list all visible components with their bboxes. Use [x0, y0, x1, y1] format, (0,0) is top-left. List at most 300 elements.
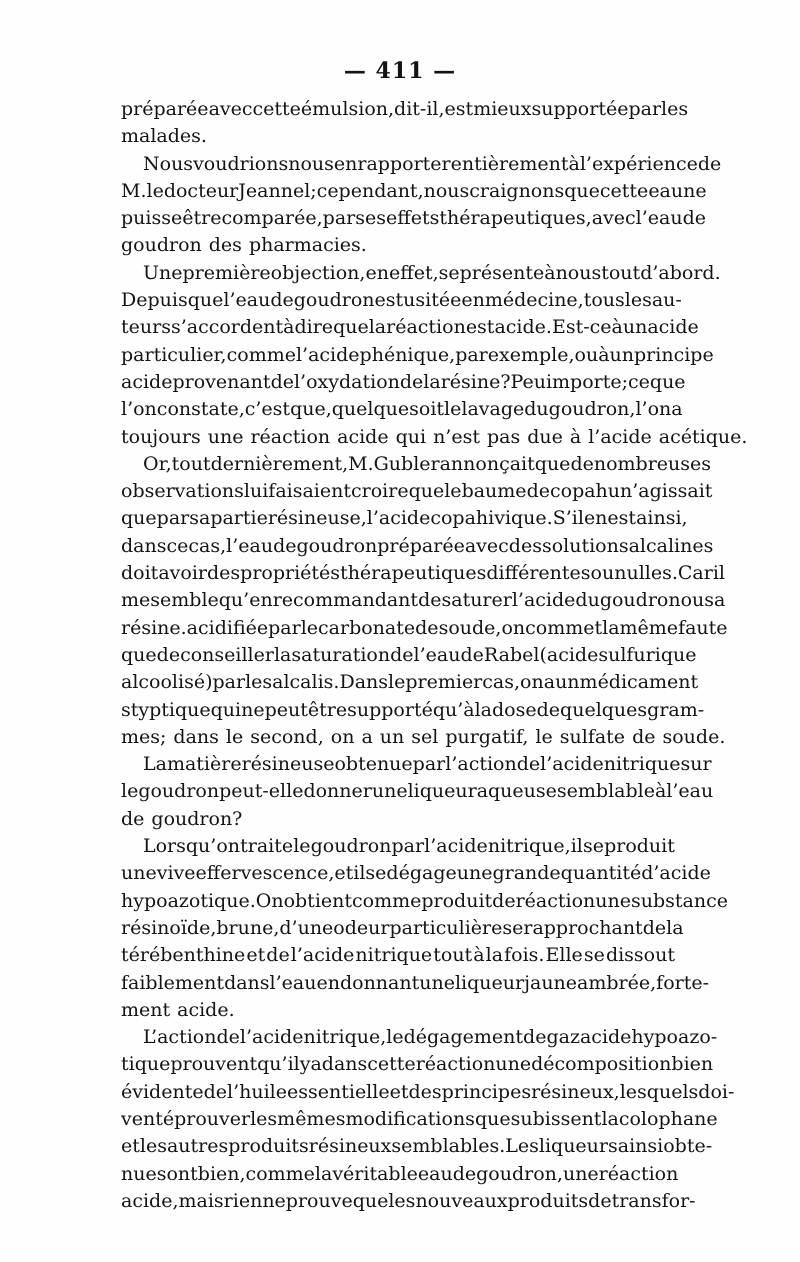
word: qu’il	[257, 1053, 300, 1076]
word: semblable	[556, 780, 655, 803]
word: la	[602, 616, 620, 639]
word: cette	[367, 1053, 416, 1076]
word: par	[322, 207, 356, 230]
word: il	[353, 862, 366, 885]
word: de	[121, 807, 145, 830]
word: par	[156, 507, 190, 530]
word: tout	[433, 944, 473, 967]
word: par	[628, 98, 662, 120]
word: produits	[228, 1135, 309, 1158]
word: nulles.	[614, 562, 678, 585]
word: saturation	[291, 643, 391, 666]
word: sulfate	[559, 725, 626, 748]
word: S’il	[552, 507, 584, 530]
word: d’acide	[641, 862, 711, 885]
word: la	[485, 944, 504, 967]
word: le	[225, 725, 244, 748]
word: quelques	[560, 698, 648, 721]
word: décomposition	[531, 1053, 672, 1076]
word: obtenue	[334, 753, 413, 776]
word: principes	[441, 1080, 532, 1103]
word: que	[187, 289, 224, 312]
word: ambrée,	[577, 971, 657, 994]
word: malades.	[121, 125, 207, 148]
word: térébenthine	[121, 944, 246, 967]
word: une	[495, 1053, 532, 1076]
word: le	[388, 671, 406, 694]
word: avec	[208, 98, 253, 120]
word: du	[524, 398, 549, 421]
word: premier	[405, 671, 483, 694]
word: mes;	[121, 725, 167, 748]
word: conseiller	[180, 643, 274, 666]
text-line	[121, 123, 675, 150]
word: copahu	[549, 480, 621, 503]
text-line	[121, 751, 712, 778]
word: on	[330, 725, 355, 748]
word: une	[371, 780, 408, 803]
word: l’acide	[424, 835, 488, 858]
word: de	[399, 370, 424, 393]
word: hypoazotique.	[121, 889, 256, 912]
word: goudron	[296, 534, 378, 557]
word: par	[391, 835, 425, 858]
word: bien	[671, 1053, 714, 1076]
word: de	[632, 725, 656, 748]
word: dose	[492, 698, 537, 721]
word: soit	[409, 398, 445, 421]
word: la	[368, 316, 387, 339]
word: d’abord.	[640, 261, 721, 284]
word: nues	[121, 1162, 167, 1185]
word: ou	[574, 343, 599, 366]
word: commet	[525, 616, 603, 639]
word: goudron?	[151, 807, 243, 830]
word: résineux	[308, 1135, 392, 1158]
word: le	[444, 398, 462, 421]
word: brune,	[216, 916, 280, 939]
word: les	[245, 671, 273, 694]
word: les	[388, 1189, 416, 1212]
word: résinoïde,	[121, 916, 217, 939]
word: rapprochant	[523, 916, 643, 939]
word: l’eau	[413, 643, 461, 666]
word: sur	[680, 753, 712, 776]
word: de	[415, 616, 439, 639]
word: réaction	[386, 316, 466, 339]
word: solutions	[541, 534, 629, 557]
word: l’on	[121, 398, 157, 421]
word: principe	[634, 343, 714, 366]
word: en	[365, 261, 389, 284]
word: aqueuse	[476, 780, 557, 803]
word: être	[182, 207, 222, 230]
word: styptique	[121, 698, 211, 721]
word: grande	[492, 862, 561, 885]
word: Car	[677, 562, 713, 585]
word: Dans	[339, 671, 389, 694]
word: évidente	[121, 1080, 204, 1103]
word: ou	[590, 562, 615, 585]
word: dans	[121, 534, 167, 557]
word: l’acide	[239, 1026, 304, 1049]
word: constate,	[156, 398, 245, 421]
word: eau	[417, 1162, 453, 1185]
word: goudron	[121, 234, 202, 257]
word: de	[460, 643, 484, 666]
word: M.	[121, 179, 147, 202]
word: des	[408, 1080, 442, 1103]
word: résine.acidifiée	[121, 616, 269, 639]
word: nitrique,	[303, 1026, 387, 1049]
word: que,	[290, 398, 332, 421]
word: Les	[505, 1135, 539, 1158]
word: se	[582, 835, 604, 858]
word: ses	[355, 207, 386, 230]
word: vive	[156, 862, 196, 885]
word: importe;	[545, 370, 629, 393]
word: qu’à	[432, 698, 475, 721]
word: y	[299, 1053, 311, 1076]
word: particulière	[389, 916, 503, 939]
word: à	[473, 944, 485, 967]
word: rapporter	[357, 152, 451, 175]
word: on	[520, 671, 544, 694]
word: Nous	[143, 152, 194, 175]
word: liqueur	[407, 780, 477, 803]
word: craignons	[469, 179, 565, 202]
word: comme	[352, 889, 422, 912]
word: l’acide	[295, 343, 360, 366]
word: que	[649, 370, 686, 393]
word: à	[569, 425, 582, 448]
text-line	[121, 396, 683, 423]
text-line	[121, 1079, 735, 1106]
word: un	[379, 725, 405, 748]
word: le	[444, 480, 462, 503]
word: des	[207, 562, 241, 585]
word: doi-	[698, 1080, 735, 1103]
word: a	[543, 671, 556, 694]
word: qui	[395, 425, 427, 448]
word: nous	[423, 179, 470, 202]
word: l’eau	[666, 780, 714, 803]
word: effets	[385, 207, 440, 230]
word: toujours	[121, 425, 201, 448]
word: bien,	[197, 1162, 246, 1185]
word: dissout	[605, 944, 675, 967]
word: s’accordent	[170, 316, 284, 339]
word: particulier,	[121, 343, 227, 366]
text-line	[121, 505, 688, 532]
word: croire	[351, 480, 409, 503]
word: de	[682, 207, 706, 230]
word: provenant	[172, 370, 271, 393]
word: dégage	[386, 862, 457, 885]
word: à	[654, 780, 667, 803]
word: donnant	[339, 971, 420, 994]
word: l’acide	[588, 425, 652, 448]
word: comme	[245, 1162, 315, 1185]
word: ne	[262, 1189, 286, 1212]
word: de	[203, 1080, 227, 1103]
text-line	[121, 1024, 718, 1051]
word: thérapeutiques	[340, 562, 487, 585]
word: en	[461, 289, 485, 312]
word: les	[139, 1135, 167, 1158]
word: dit-il,	[394, 98, 445, 120]
word: en	[583, 507, 608, 530]
word: ont	[166, 1162, 198, 1185]
word: de	[452, 1162, 477, 1185]
word: l’huile	[227, 1080, 287, 1103]
word: l’eau	[226, 534, 274, 557]
word: exemple,	[487, 343, 575, 366]
word: acide.	[177, 998, 235, 1021]
word: docteur	[163, 179, 239, 202]
word: est	[374, 289, 404, 312]
text-line	[121, 369, 686, 396]
word: l’acide	[290, 944, 355, 967]
word: Jeannel;	[238, 179, 317, 202]
word: observations	[121, 480, 244, 503]
text-line	[121, 560, 725, 587]
word: résineuse,	[267, 507, 367, 530]
word: réaction	[515, 889, 596, 912]
word: puisse	[121, 207, 183, 230]
word: que	[352, 1189, 389, 1212]
word: est	[465, 316, 495, 339]
word: autres	[166, 1135, 229, 1158]
word: teurs	[121, 316, 171, 339]
word: Une	[143, 261, 183, 284]
word: Gubler	[373, 452, 440, 475]
word: de	[270, 289, 294, 312]
word: obtient	[283, 889, 353, 912]
word: soude.	[662, 725, 726, 748]
word: de	[516, 753, 541, 776]
word: et	[246, 944, 266, 967]
word: dire	[294, 316, 334, 339]
word: au-	[651, 289, 682, 312]
word: réaction	[415, 1053, 496, 1076]
text-line	[121, 178, 707, 205]
text-line	[121, 888, 728, 915]
word: n’est	[433, 425, 480, 448]
word: ce	[166, 534, 189, 557]
word: par	[268, 616, 301, 639]
word: de	[273, 534, 297, 557]
word: hypoazo-	[631, 1026, 718, 1049]
word: le	[300, 616, 319, 639]
text-line	[121, 96, 689, 123]
word: une	[207, 425, 244, 448]
word: réaction	[598, 1162, 679, 1185]
word: acide	[647, 316, 699, 339]
word: cas,	[188, 534, 227, 557]
word: me	[121, 589, 151, 612]
word: n’agissait	[620, 480, 713, 503]
word: L’action	[143, 1026, 217, 1049]
word: faute	[678, 616, 728, 639]
word: la	[423, 370, 441, 393]
word: est	[444, 98, 474, 120]
word: de	[570, 452, 594, 475]
word: médecine,	[484, 289, 584, 312]
word: à	[598, 343, 610, 366]
text-line	[121, 1161, 679, 1188]
word: l’oxydation	[293, 370, 400, 393]
word: une	[419, 971, 455, 994]
text-line	[121, 260, 721, 287]
word: éprouver	[162, 1107, 251, 1130]
word: produit	[604, 835, 675, 858]
word: propriétés	[240, 562, 341, 585]
word: substance	[631, 889, 728, 912]
word: de	[588, 1189, 612, 1212]
word: des	[508, 534, 542, 557]
text-line	[121, 697, 705, 724]
word: la	[474, 698, 493, 721]
word: Peu	[510, 370, 546, 393]
word: se	[438, 261, 460, 284]
word: lavage	[461, 398, 525, 421]
word: par	[455, 343, 488, 366]
word: soude,	[438, 616, 502, 639]
word: ce	[628, 370, 650, 393]
text-line	[121, 724, 726, 751]
word: nombreuses	[593, 452, 712, 475]
word: l’acide	[511, 589, 576, 612]
word: acétique.	[658, 425, 748, 448]
word: nitrique	[603, 753, 681, 776]
word: il	[712, 562, 725, 585]
word: de	[390, 643, 414, 666]
word: Or,	[143, 452, 172, 475]
word: mieux	[473, 98, 532, 120]
word: transfor-	[611, 1189, 696, 1212]
word: essentielle	[287, 1080, 390, 1103]
word: goudron,	[476, 1162, 563, 1185]
word: doit	[121, 562, 159, 585]
word: l’eau	[635, 207, 683, 230]
word: qu’en	[218, 589, 273, 612]
word: acide	[121, 370, 173, 393]
word: rien	[223, 1189, 263, 1212]
word: à	[611, 316, 623, 339]
word: il	[570, 835, 583, 858]
word: vent	[121, 1107, 163, 1130]
text-line	[121, 669, 699, 696]
word: prouve	[285, 1189, 353, 1212]
text-line	[121, 451, 712, 478]
word: l’eau	[269, 971, 317, 994]
word: semble	[150, 589, 219, 612]
word: donner	[303, 780, 372, 803]
word: objection,	[270, 261, 366, 284]
word: de	[526, 480, 550, 503]
word: la	[273, 643, 292, 666]
word: comme	[226, 343, 296, 366]
word: en	[316, 971, 340, 994]
word: l’acide	[366, 507, 431, 530]
text-line	[121, 314, 699, 341]
word: due	[527, 425, 563, 448]
word: se	[502, 916, 524, 939]
word: liqueurs	[538, 1135, 618, 1158]
word: de	[492, 889, 516, 912]
text-line	[121, 205, 706, 232]
word: ne	[683, 179, 707, 202]
word: en	[333, 152, 358, 175]
word: Depuis	[121, 289, 188, 312]
word: les	[250, 1107, 278, 1130]
word: préparée	[377, 534, 465, 557]
word: à	[568, 152, 580, 175]
word: à	[544, 261, 556, 284]
word: cette	[599, 179, 649, 202]
word: M.	[348, 452, 374, 475]
text-line	[121, 533, 714, 560]
word: véritable	[332, 1162, 418, 1185]
word: dernièrement,	[210, 452, 349, 475]
word: émulsion,	[300, 98, 395, 120]
word: et	[389, 1080, 409, 1103]
word: semblables.	[391, 1135, 506, 1158]
word: des	[208, 234, 242, 257]
word: saturer	[441, 589, 512, 612]
word: goudron	[138, 780, 220, 803]
word: les	[661, 98, 689, 120]
word: (acide	[539, 643, 599, 666]
word: tous	[583, 289, 625, 312]
word: a	[310, 1053, 322, 1076]
word: a	[361, 725, 373, 748]
word: lui	[243, 480, 269, 503]
word: le	[293, 835, 311, 858]
text-line	[121, 806, 675, 833]
word: goudron	[599, 589, 681, 612]
word: de	[536, 698, 561, 721]
word: nous	[288, 152, 334, 175]
word: a	[671, 398, 683, 421]
word: l’on	[635, 398, 672, 421]
word: liqueur	[454, 971, 525, 994]
word: de	[697, 152, 722, 175]
text-line	[121, 424, 748, 451]
word: la	[666, 916, 684, 939]
word: dégagement	[403, 1026, 524, 1049]
word: que	[408, 480, 445, 503]
word: tique	[121, 1053, 171, 1076]
word: acide	[579, 1026, 632, 1049]
word: est	[607, 507, 637, 530]
word: comparée,	[221, 207, 323, 230]
word: résine?	[440, 370, 511, 393]
word: de	[266, 944, 290, 967]
word: résineux,	[531, 1080, 620, 1103]
word: le	[146, 179, 164, 202]
word: présente	[459, 261, 545, 284]
word: ainsi	[617, 1135, 664, 1158]
word: alcoolisé)	[121, 671, 213, 694]
word: préparée	[121, 98, 209, 120]
word: quel	[331, 398, 374, 421]
word: avec	[464, 534, 509, 557]
word: que	[333, 316, 369, 339]
word: subissent	[510, 1107, 602, 1130]
word: peut	[264, 698, 308, 721]
